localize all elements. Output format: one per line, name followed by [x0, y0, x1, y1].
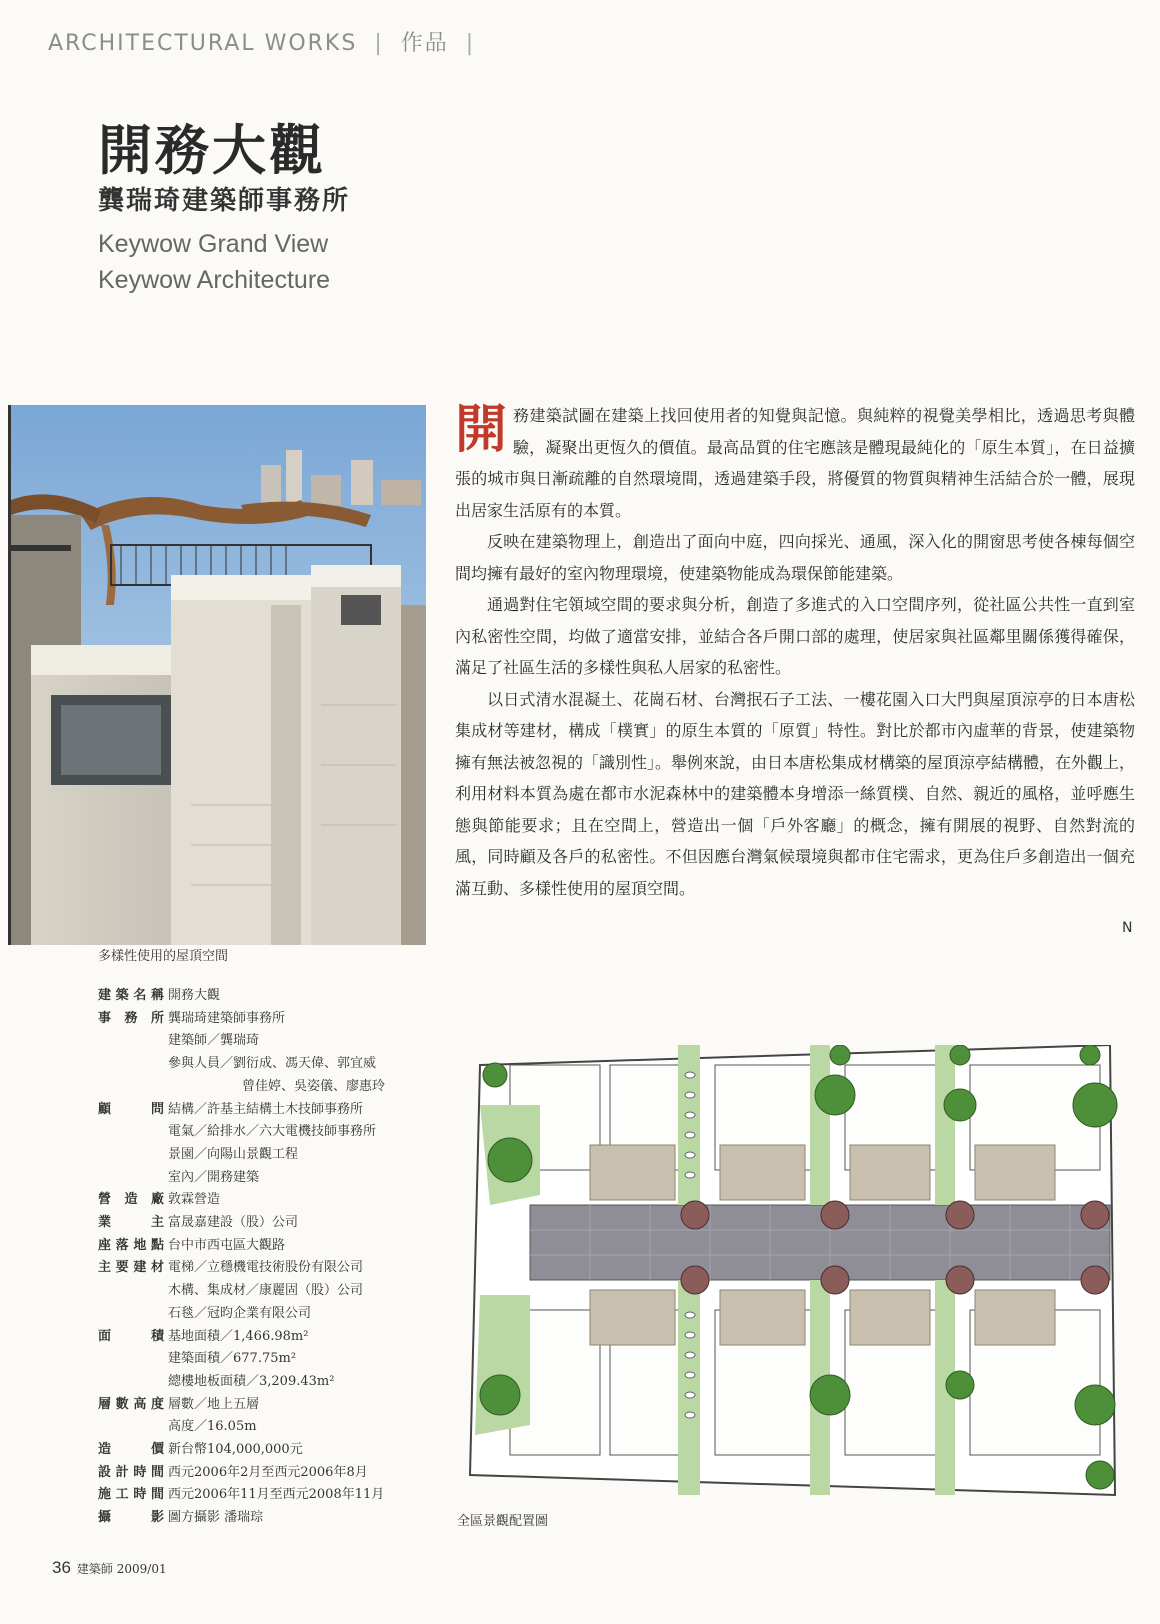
credit-row	[98, 1371, 428, 1394]
credit-label	[98, 1167, 164, 1190]
section-header-en: ARCHITECTURAL WORKS	[48, 31, 358, 56]
site-plan-caption: 全區景觀配置圖	[457, 1514, 549, 1529]
credit-row	[98, 1121, 428, 1144]
credit-value: 新台幣104,000,000元	[168, 1442, 303, 1458]
credit-value: 西元2006年11月至西元2008年11月	[168, 1487, 385, 1503]
credit-row	[98, 1394, 428, 1417]
credit-value: 結構／許基主結構土木技師事務所	[168, 1101, 364, 1117]
credit-row	[98, 1462, 428, 1485]
credit-label: 顧問	[98, 1101, 164, 1117]
credit-label: 施工時間	[98, 1487, 164, 1503]
page-number: 36	[52, 1558, 71, 1577]
credit-row	[98, 985, 428, 1008]
credit-row	[98, 1189, 428, 1212]
credit-value: 總樓地板面積／3,209.43m²	[168, 1373, 335, 1389]
credit-row	[98, 1326, 428, 1349]
credit-value: 電氣／給排水／六大電機技師事務所	[168, 1124, 377, 1140]
article-paragraph	[455, 400, 1135, 526]
drop-cap: 開	[455, 400, 508, 460]
credit-value: 台中市西屯區大觀路	[168, 1237, 286, 1253]
credit-row	[98, 1416, 428, 1439]
credit-row	[98, 1439, 428, 1462]
credit-row	[98, 1280, 428, 1303]
page-title: 開務大觀	[98, 119, 326, 182]
rooftop-photo	[8, 405, 426, 945]
page-footer	[52, 1558, 167, 1578]
credit-label	[98, 1348, 164, 1371]
credit-label: 設計時間	[98, 1464, 164, 1480]
credit-label	[98, 1371, 164, 1394]
credit-row	[98, 1348, 428, 1371]
credit-value: 基地面積／1,466.98m²	[168, 1328, 309, 1344]
credit-row	[98, 1076, 428, 1099]
credit-label	[98, 1144, 164, 1167]
credit-row	[98, 1008, 428, 1031]
credit-value: 西元2006年2月至西元2006年8月	[168, 1464, 368, 1480]
credit-value: 層數／地上五層	[168, 1396, 260, 1412]
credit-label: 事務所	[98, 1010, 164, 1026]
credit-label: 主要建材	[98, 1260, 164, 1276]
credit-row	[98, 1167, 428, 1190]
rooftop-photo-illustration	[11, 405, 426, 945]
credit-value: 圖方攝影 潘瑞琮	[168, 1510, 264, 1526]
credit-value: 建築師／龔瑞琦	[168, 1033, 260, 1049]
credit-value: 高度／16.05m	[168, 1419, 257, 1435]
credit-value: 曾佳婷、吳姿儀、廖惠玲	[242, 1078, 386, 1094]
magazine-issue: 建築師 2009/01	[76, 1562, 167, 1576]
credit-value: 龔瑞琦建築師事務所	[168, 1010, 286, 1026]
credit-label	[98, 1416, 164, 1439]
credit-value: 景園／向陽山景觀工程	[168, 1146, 299, 1162]
credit-row	[98, 1235, 428, 1258]
article-body	[455, 400, 1135, 904]
credit-row	[98, 1484, 428, 1507]
credit-row	[98, 1144, 428, 1167]
photo-caption: 多樣性使用的屋頂空間	[98, 949, 229, 964]
credit-label	[98, 1053, 164, 1076]
firm-name-zh: 龔瑞琦建築師事務所	[98, 186, 351, 216]
article-paragraph: 以日式清水混凝土、花崗石材、台灣抿石子工法、一樓花園入口大門與屋頂涼亭的日本唐松集成材等建材，構成「樸實」的原生本質的「原質」特性。對比於都市內虛華的背景，使建築物擁有無法被忽視的「識別性」。舉例來說，由日本唐松集成材構築的屋頂涼亭結構體，在外觀上，利用材料本質為處在都市水泥森林中的建築體本身增添一絲質樸、自然、親近的風格，並呼應生態與節能要求；且在空間上，營造出一個「戶外客廳」的概念，擁有開展的視野、自然對流的風，同時顧及各戶的私密性。不但因應台灣氣候環境與都市住宅需求，更為住戶多創造出一個充滿互動、多樣性使用的屋頂空間。	[455, 689, 1136, 898]
credit-value: 建築面積／677.75m²	[168, 1351, 297, 1367]
credit-label: 造價	[98, 1442, 164, 1458]
credit-label: 業主	[98, 1215, 164, 1231]
credit-row	[98, 1053, 428, 1076]
header-separator: |	[374, 31, 384, 56]
credit-value: 參與人員／劉衍成、馮天偉、郭宜威	[168, 1056, 377, 1072]
site-plan	[450, 1045, 1140, 1500]
section-header	[48, 26, 483, 57]
credit-row	[98, 1257, 428, 1280]
paragraph-text: 務建築試圖在建築上找回使用者的知覺與記憶。與純粹的視覺美學相比，透過思考與體驗，凝聚出更恆久的價值。最高品質的住宅應該是體現最純化的「原生本質」，在日益擴張的城市與日漸疏離的自然環境間，透過建築手段，將優質的物質與精神生活結合於一體，展現出居家生活原有的本質。	[455, 406, 1135, 520]
credit-value: 石毯／冠昀企業有限公司	[168, 1305, 312, 1321]
credit-value: 電梯／立穩機電技術股份有限公司	[168, 1260, 364, 1276]
credit-label: 層數高度	[98, 1396, 164, 1412]
credit-label: 攝影	[98, 1510, 164, 1526]
firm-name-en: Keywow Architecture	[98, 266, 331, 294]
article-paragraph: 反映在建築物理上，創造出了面向中庭，四向採光、通風，深入化的開窗思考使各棟每個空間均擁有最好的室內物理環境，使建築物能成為環保節能建築。	[455, 532, 1135, 583]
credit-label	[98, 1030, 164, 1053]
credit-label: 營造廠	[98, 1192, 164, 1208]
credit-label: 面積	[98, 1328, 164, 1344]
credit-label	[98, 1121, 164, 1144]
article-paragraph: 通過對住宅領域空間的要求與分析，創造了多進式的入口空間序列，從社區公共性一直到室內私密性空間，均做了適當安排，並結合各戶開口部的處理，使居家與社區鄰里關係獲得確保，滿足了社區生活的多樣性與私人居家的私密性。	[455, 595, 1135, 677]
credit-value: 木構、集成材／康麗固（股）公司	[168, 1283, 364, 1299]
credit-value: 富晟嘉建設（股）公司	[168, 1215, 299, 1231]
credit-value: 室內／開務建築	[168, 1169, 260, 1185]
credit-value: 敦霖營造	[168, 1192, 221, 1208]
section-header-zh: 作品	[400, 31, 449, 56]
credit-label: 建築名稱	[98, 988, 164, 1003]
credit-row	[98, 1212, 428, 1235]
credit-row	[98, 1099, 428, 1122]
end-mark-icon: N	[1122, 920, 1133, 936]
credit-label	[98, 1303, 164, 1326]
credit-value: 開務大觀	[168, 988, 221, 1003]
credit-label	[98, 1076, 164, 1099]
credit-row	[98, 1303, 428, 1326]
credit-row	[98, 1507, 428, 1530]
site-plan-drawing	[450, 1045, 1140, 1500]
credit-label: 座落地點	[98, 1237, 164, 1253]
header-separator: |	[465, 31, 476, 56]
credit-row	[98, 1030, 428, 1053]
credit-label	[98, 1280, 164, 1303]
title-en: Keywow Grand View	[98, 230, 329, 258]
project-credits	[98, 985, 428, 1530]
